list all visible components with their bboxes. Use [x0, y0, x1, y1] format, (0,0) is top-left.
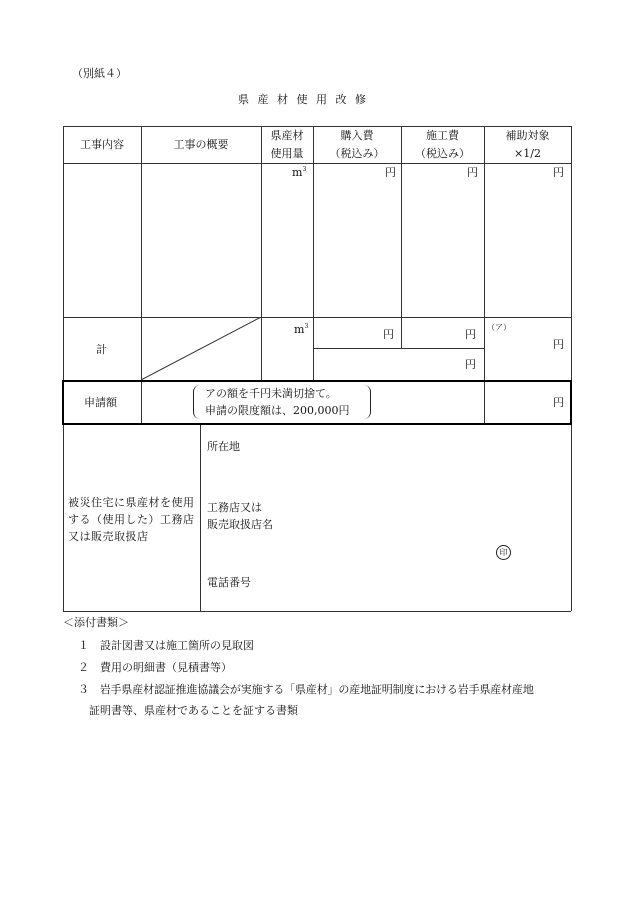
attachment-item: ３ 岩手県産材認証推進協議会が実施する「県産材」の産地証明制度における岩手県産材産地: [78, 683, 534, 696]
unit-yen: 円: [465, 328, 476, 341]
location-label: 所在地: [207, 440, 240, 453]
attachment-item: １ 設計図書又は施工箇所の見取図: [78, 639, 254, 652]
mark-a: （ア）: [487, 323, 511, 332]
unit-yen: 円: [553, 166, 564, 179]
shop-name-label: 工務店又は 販売取扱店名: [207, 501, 273, 531]
header-overview: 工事の概要: [173, 138, 229, 151]
attachment-item: 証明書等、県産材であることを証する書類: [89, 704, 298, 717]
unit-yen: 円: [385, 166, 396, 179]
header-construction: 施工費 （税込み）: [415, 129, 470, 160]
header-subsidy: 補助対象 ×1/2: [505, 129, 550, 160]
unit-m2: $m^3$: [292, 166, 307, 179]
unit-yen: 円: [467, 166, 478, 179]
apply-label: 申請額: [84, 396, 117, 409]
unit-m2: $m^3$: [294, 323, 309, 336]
header-usage: 県産材 使用量: [270, 129, 304, 160]
unit-yen: 円: [553, 396, 564, 409]
unit-yen: 円: [383, 328, 394, 341]
attachment-item: ２ 費用の明細書（見積書等）: [78, 661, 232, 674]
attachments-title: ＜添付書類＞: [63, 616, 129, 629]
header-content: 工事内容: [80, 138, 124, 151]
unit-yen: 円: [465, 358, 476, 371]
seal-mark: 印: [496, 545, 511, 560]
apply-note: アの額を千円未満切捨て。 申請の限度額は、200,000円: [205, 387, 350, 417]
document-label: （別紙４）: [72, 67, 127, 80]
phone-label: 電話番号: [207, 576, 251, 589]
document-title: 県産材使用改修: [238, 93, 375, 106]
total-label: 計: [96, 343, 107, 356]
diagonal-slash: [141, 317, 261, 380]
shop-label: 被災住宅に県産材を使用する（使用した）工務店又は販売取扱店: [68, 496, 195, 543]
header-purchase: 購入費 （税込み）: [329, 129, 385, 160]
unit-yen: 円: [553, 338, 564, 351]
